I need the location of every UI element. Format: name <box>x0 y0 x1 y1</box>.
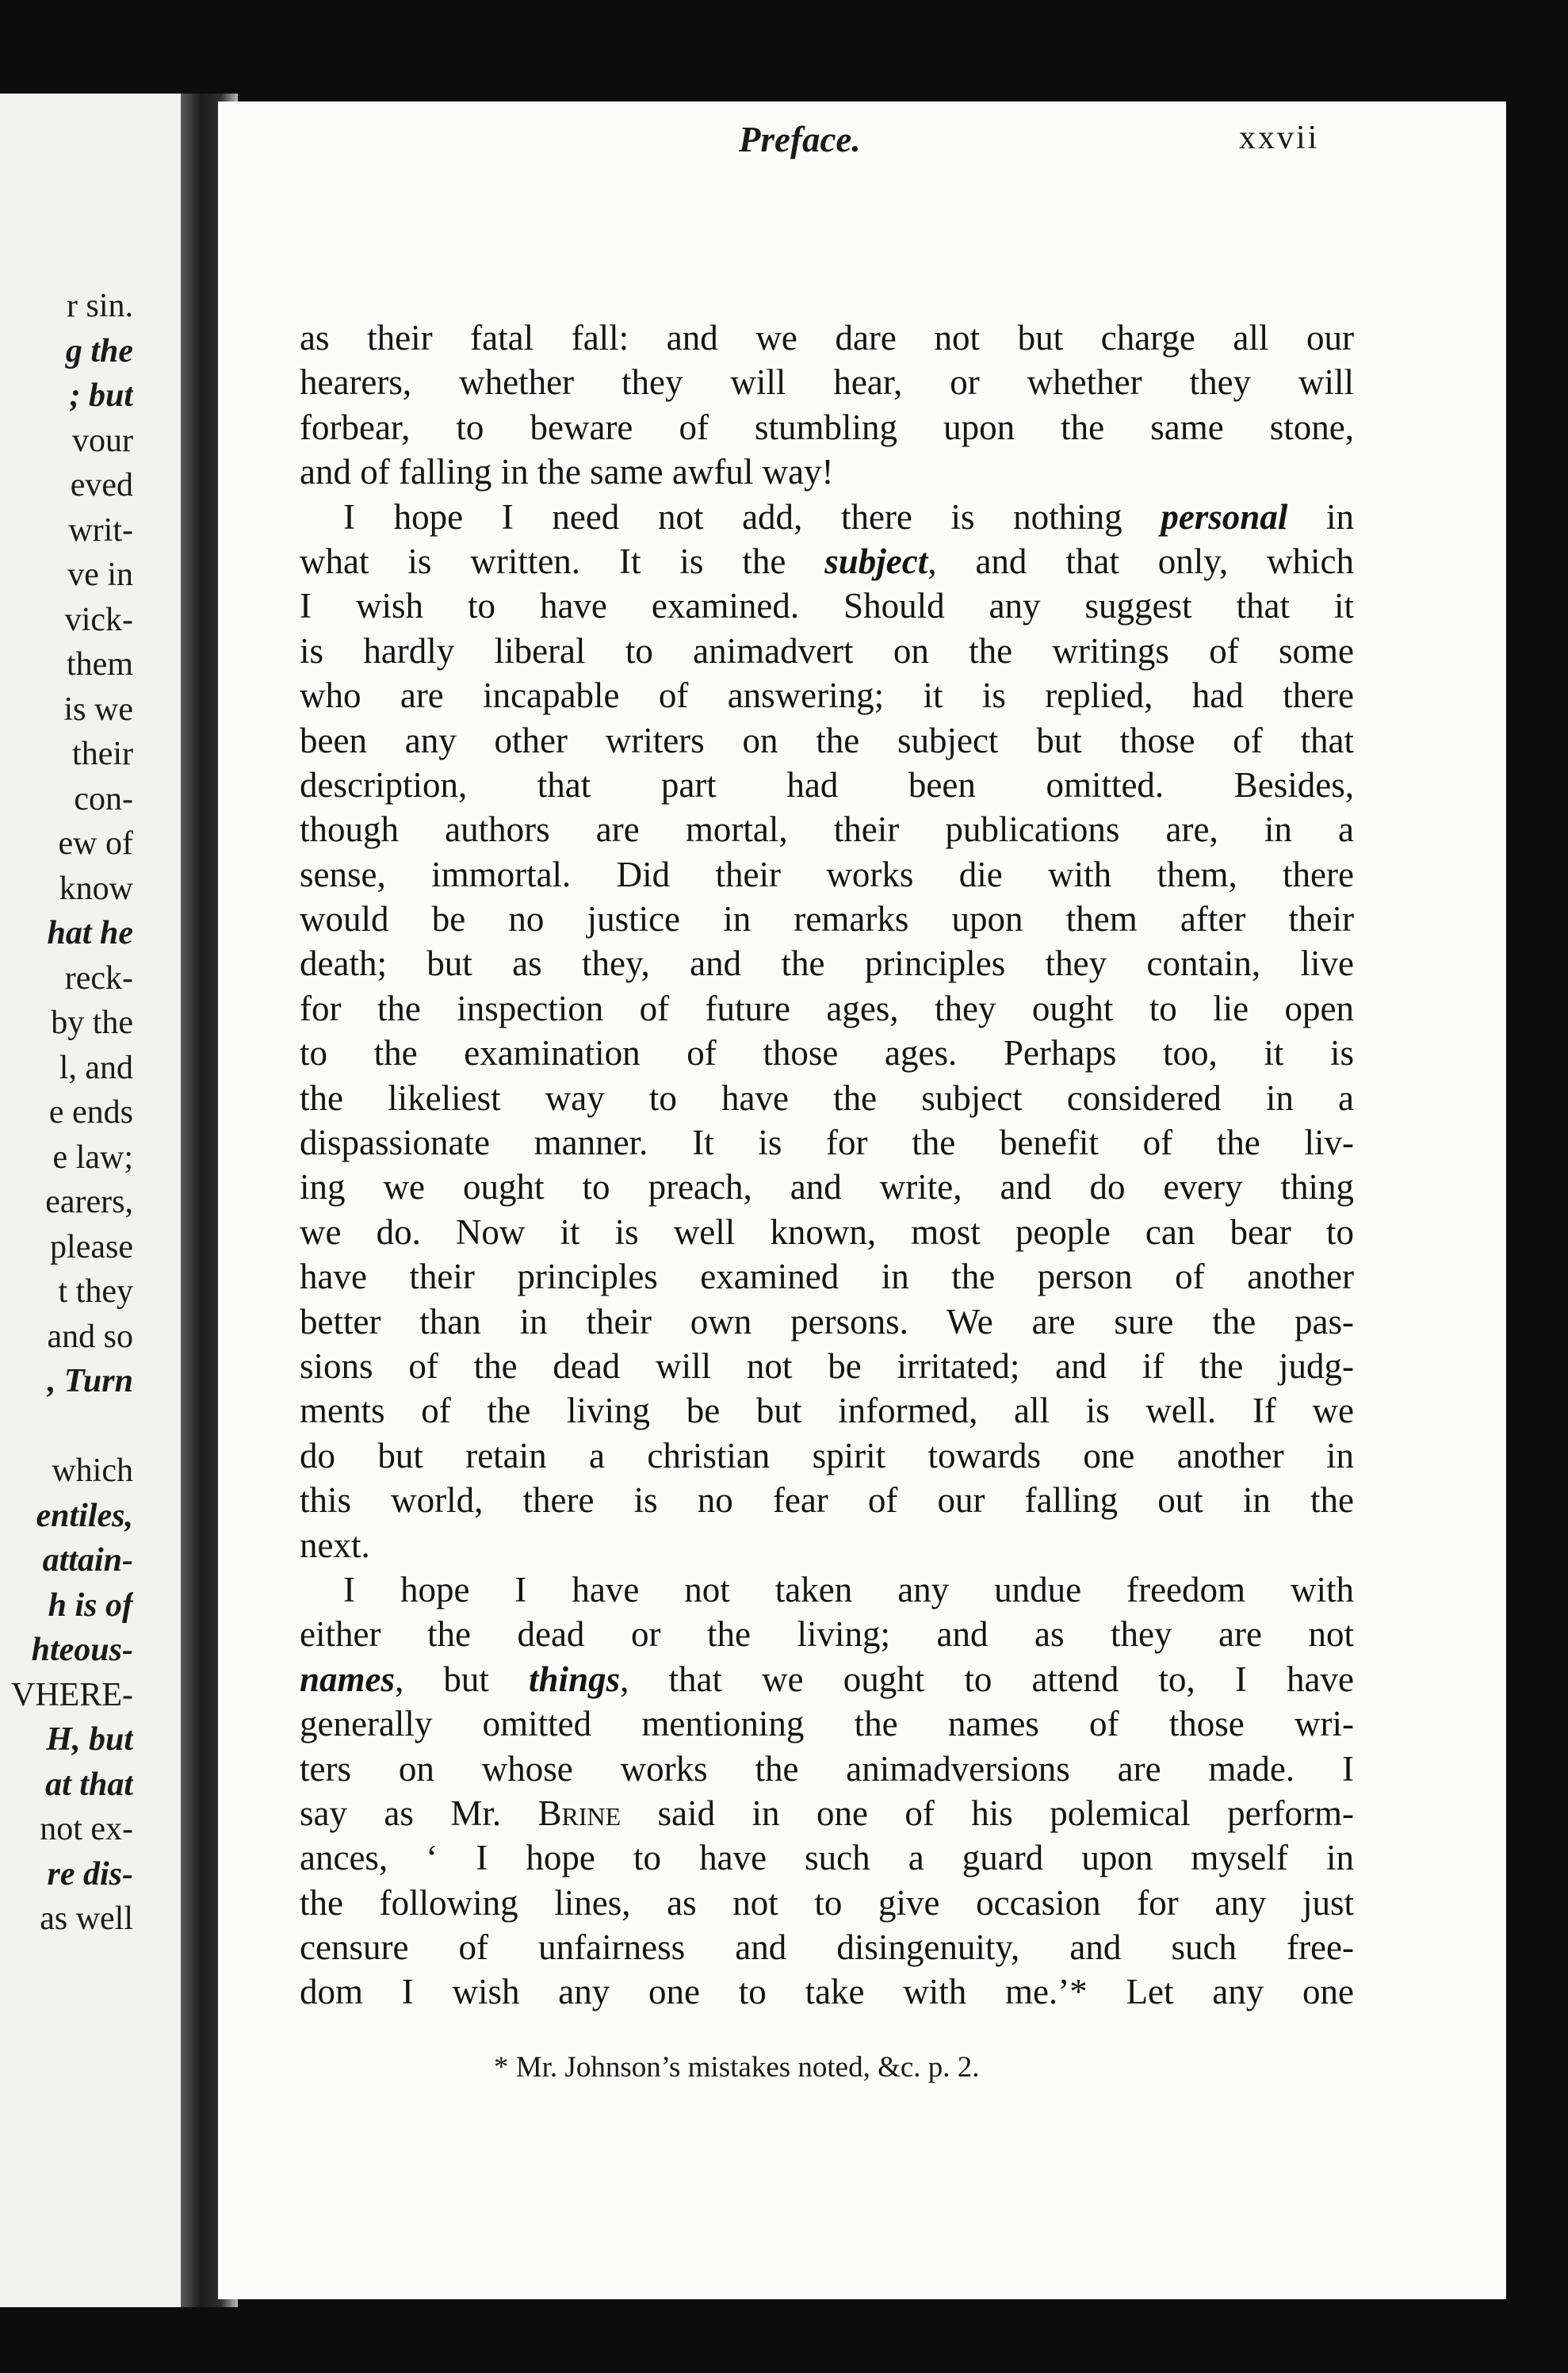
left-page-line: re dis- <box>47 1855 133 1893</box>
left-page-line: earers, <box>45 1184 133 1220</box>
text-line: sions of the dead will not be irritated; and if the judg- <box>300 1345 1354 1386</box>
left-page-line: is we <box>63 691 133 728</box>
left-page-line: l, and <box>59 1049 133 1086</box>
text-line: to the examination of those ages. Perhaps too, it is <box>300 1033 1354 1074</box>
text-line: this world, there is no fear of our falling out in the <box>300 1480 1354 1521</box>
left-page-line: by the <box>51 1005 133 1041</box>
text-line: say as Mr. Brine said in one of his polemical perform- <box>300 1793 1354 1833</box>
left-page-line: know <box>59 870 133 907</box>
left-page-line: H, but <box>46 1721 133 1758</box>
text-line: do but retain a christian spirit towards one another in <box>300 1435 1354 1475</box>
left-page-line: not ex- <box>40 1811 133 1847</box>
text-line: as their fatal fall: and we dare not but charge all our <box>300 318 1354 358</box>
running-title: Preface. <box>739 120 861 159</box>
left-page-line: them <box>67 646 133 683</box>
text-line: next. <box>300 1525 370 1565</box>
text-line: hearers, whether they will hear, or whether they will <box>300 362 1354 403</box>
left-page-line: t they <box>58 1273 133 1310</box>
text-line: I hope I have not taken any undue freedom with <box>343 1569 1354 1609</box>
left-page-line: as well <box>40 1900 133 1937</box>
text-line: I wish to have examined. Should any suggest that it <box>300 586 1354 626</box>
text-line: dom I wish any one to take with me.’* Let any one <box>300 1972 1354 2012</box>
body-text <box>300 316 1354 2015</box>
text-line: would be no justice in remarks upon them after their <box>300 899 1354 940</box>
left-page-line: VHERE- <box>11 1676 133 1713</box>
left-page-line: please <box>50 1228 133 1265</box>
text-line: ments of the living be but informed, all is well. If we <box>300 1391 1354 1431</box>
left-page-line: e law; <box>52 1139 133 1176</box>
text-line: the following lines, as not to give occasion for any just <box>300 1882 1354 1923</box>
left-page-line: eved <box>70 467 133 503</box>
left-page-line <box>0 1404 133 1449</box>
left-page-line: ; but <box>69 377 133 414</box>
left-page-line: which <box>52 1453 133 1489</box>
text-line: either the dead or the living; and as they are not <box>300 1614 1354 1655</box>
left-page-text <box>0 284 133 1942</box>
left-page-line: ew of <box>58 825 133 862</box>
left-page-line: reck- <box>64 959 133 997</box>
footnote: * Mr. Johnson’s mistakes noted, &c. p. 2. <box>494 2051 980 2084</box>
text-line: ters on whose works the animadversions are made. I <box>300 1748 1354 1789</box>
page-number: xxvii <box>1239 120 1320 156</box>
left-page-line: con- <box>74 780 133 817</box>
text-line: have their principles examined in the person of another <box>300 1257 1354 1297</box>
text-line: the likeliest way to have the subject considered in a <box>300 1077 1354 1118</box>
left-page-line: , Turn <box>47 1363 133 1399</box>
text-line: dispassionate manner. It is for the benefit of the liv- <box>300 1123 1354 1163</box>
left-page-line: writ- <box>68 511 133 549</box>
text-line: is hardly liberal to animadvert on the writings of some <box>300 630 1354 671</box>
text-line: death; but as they, and the principles they contain, live <box>300 943 1354 984</box>
text-line: ing we ought to preach, and write, and do every thing <box>300 1167 1354 1208</box>
text-line: description, that part had been omitted. Besides, <box>300 764 1354 805</box>
left-page-line: e ends <box>48 1094 133 1131</box>
text-line: what is written. It is the subject, and that only, which <box>300 541 1354 581</box>
left-page-line: at that <box>45 1766 133 1803</box>
left-page-line: attain- <box>42 1542 133 1579</box>
left-page-line: ve in <box>67 557 133 593</box>
text-line: and of falling in the same awful way! <box>300 452 834 492</box>
text-line: been any other writers on the subject but those of that <box>300 720 1354 760</box>
left-page-line: and so <box>47 1318 133 1355</box>
left-page-line: hat he <box>47 915 133 951</box>
text-line: who are incapable of answering; it is replied, had there <box>300 676 1354 716</box>
text-line: for the inspection of future ages, they ought to lie open <box>300 988 1354 1028</box>
text-line: ances, ‘ I hope to have such a guard upon myself in <box>300 1838 1354 1878</box>
text-line: generally omitted mentioning the names of those wri- <box>300 1704 1354 1744</box>
left-page-line: vick- <box>64 601 133 638</box>
text-line: names, but things, that we ought to attend to, I have <box>300 1659 1354 1699</box>
left-page-line: their <box>72 736 133 772</box>
text-line: censure of unfairness and disingenuity, and such free- <box>300 1927 1354 1968</box>
left-page-line: vour <box>72 422 133 459</box>
left-page-line: g the <box>65 332 133 369</box>
text-line: sense, immortal. Did their works die with them, there <box>300 854 1354 894</box>
text-line: we do. Now it is well known, most people can bear to <box>300 1211 1354 1252</box>
text-line: better than in their own persons. We are sure the pas- <box>300 1301 1354 1342</box>
left-page-line: h is of <box>48 1586 133 1624</box>
left-page-line: r sin. <box>67 288 133 324</box>
text-line: though authors are mortal, their publications are, in a <box>300 809 1354 850</box>
text-line: I hope I need not add, there is nothing personal in <box>343 496 1354 537</box>
left-page-line: hteous- <box>31 1632 133 1668</box>
left-page-line: entiles, <box>36 1497 133 1534</box>
text-line: forbear, to beware of stumbling upon the same stone, <box>300 407 1354 447</box>
